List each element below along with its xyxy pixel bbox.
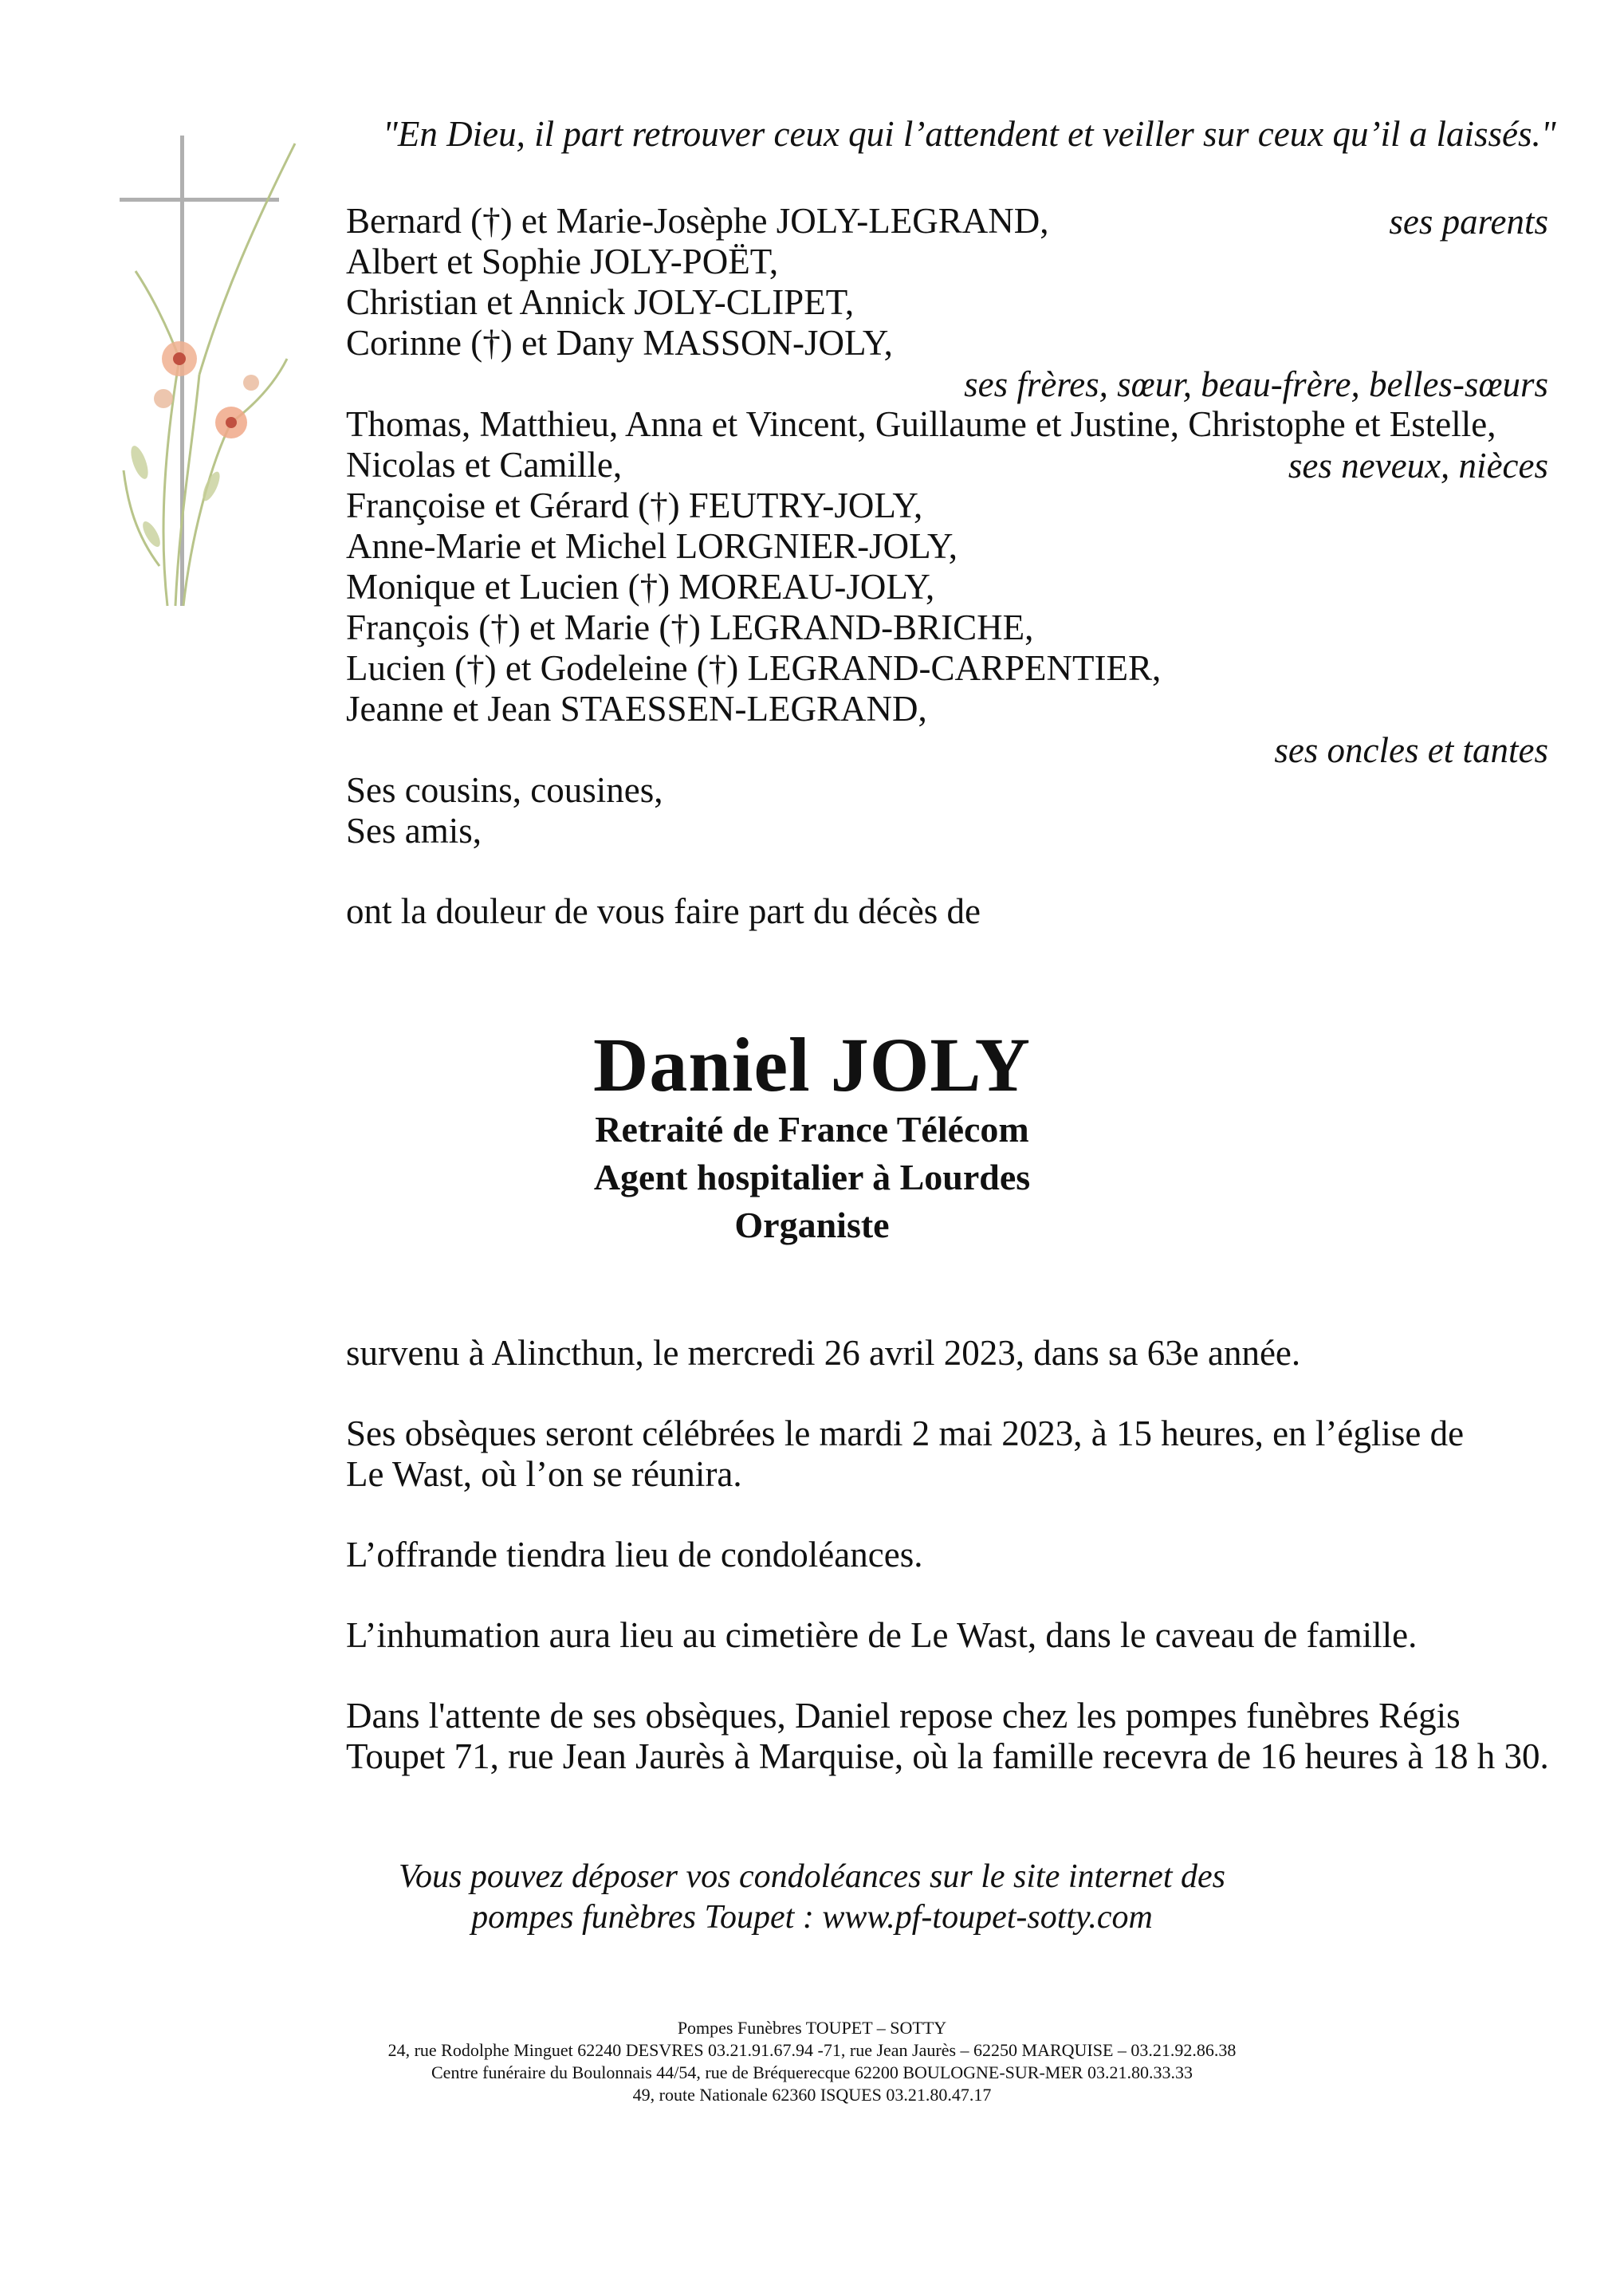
deceased-title: Organiste [734,1205,890,1245]
footer-line: 49, route Nationale 62360 ISQUES 03.21.80.47.17 [632,2085,992,2105]
relation-label-parents: ses parents [1389,202,1548,242]
family-line: Monique et Lucien (†) MOREAU-JOLY, [346,567,935,607]
deceased-title: Retraité de France Télécom [595,1109,1029,1150]
family-line: Jeanne et Jean STAESSEN-LEGRAND, [346,689,927,729]
announcement-text: ont la douleur de vous faire part du décès de [346,891,981,931]
family-line: Lucien (†) et Godeleine (†) LEGRAND-CARPENTIER, [346,648,1162,688]
family-line: Corinne (†) et Dany MASSON-JOLY, [346,323,893,363]
footer-line: 24, rue Rodolphe Minguet 62240 DESVRES 03.21.91.67.94 -71, rue Jean Jaurès – 62250 MARQUISE – 03.21.92.86.38 [387,2040,1237,2060]
cross-flowers-illustration [104,120,311,614]
family-line: Bernard (†) et Marie-Josèphe JOLY-LEGRAND, [346,201,1049,241]
leaf-icon [128,444,223,549]
relation-label-nephews: ses neveux, nièces [1288,446,1548,486]
funeral-paragraph-line: Le Wast, où l’on se réunira. [346,1454,742,1494]
rest-paragraph-line: Dans l'attente de ses obsèques, Daniel repose chez les pompes funèbres Régis [346,1696,1461,1736]
family-line: Nicolas et Camille, [346,445,623,485]
epigraph-quote: "En Dieu, il part retrouver ceux qui l’attendent et veiller sur ceux qu’il a laissés." [383,114,1556,154]
offering-paragraph: L’offrande tiendra lieu de condoléances. [346,1535,923,1575]
footer-line: Centre funéraire du Boulonnais 44/54, rue de Bréquerecque 62200 BOULOGNE-SUR-MER 03.21.80.33.33 [431,2062,1193,2082]
relation-label-siblings: ses frères, sœur, beau-frère, belles-sœurs [964,364,1548,404]
family-line: Anne-Marie et Michel LORGNIER-JOLY, [346,526,957,566]
rest-paragraph-line: Toupet 71, rue Jean Jaurès à Marquise, où la famille recevra de 16 heures à 18 h 30. [346,1736,1549,1776]
family-line: François (†) et Marie (†) LEGRAND-BRICHE, [346,607,1034,647]
condolences-line: pompes funèbres Toupet : www.pf-toupet-sotty.com [471,1899,1153,1936]
deceased-name: Daniel JOLY [593,1022,1031,1107]
relation-label-uncles: ses oncles et tantes [1274,730,1548,770]
family-line: Françoise et Gérard (†) FEUTRY-JOLY, [346,486,923,525]
family-line: Thomas, Matthieu, Anna et Vincent, Guillaume et Justine, Christophe et Estelle, [346,404,1496,444]
footer-line: Pompes Funèbres TOUPET – SOTTY [677,2018,947,2038]
burial-paragraph: L’inhumation aura lieu au cimetière de Le Wast, dans le caveau de famille. [346,1615,1418,1655]
family-line: Albert et Sophie JOLY-POËT, [346,242,779,281]
deceased-title: Agent hospitalier à Lourdes [593,1157,1031,1197]
funeral-paragraph-line: Ses obsèques seront célébrées le mardi 2 mai 2023, à 15 heures, en l’église de [346,1413,1465,1453]
family-line: Christian et Annick JOLY-CLIPET, [346,282,855,322]
death-paragraph: survenu à Alincthun, le mercredi 26 avril 2023, dans sa 63e année. [346,1333,1301,1373]
condolences-line: Vous pouvez déposer vos condoléances sur le site internet des [399,1858,1225,1895]
family-line: Ses cousins, cousines, [346,770,663,810]
family-line: Ses amis, [346,811,482,851]
